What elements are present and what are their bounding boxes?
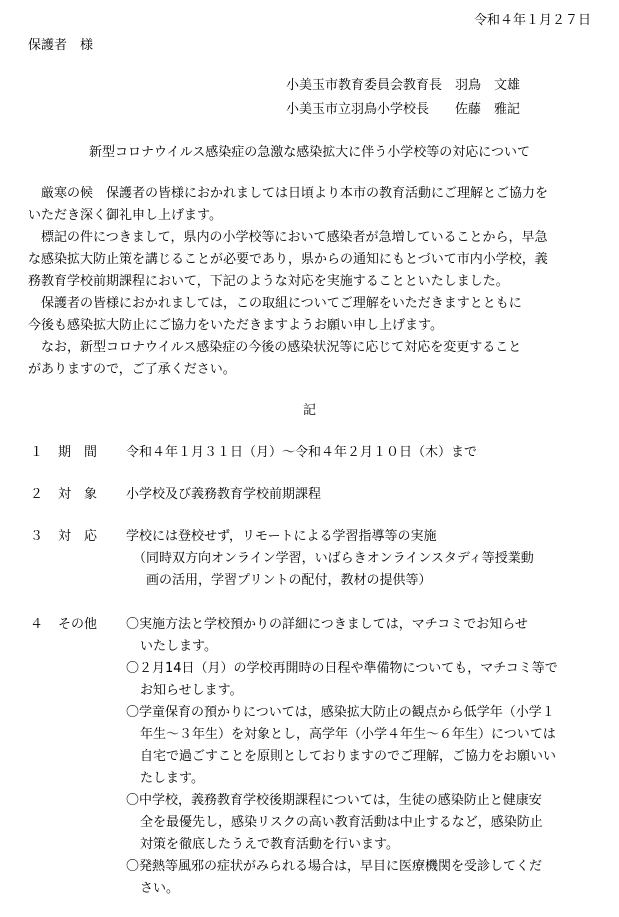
bullet-line: 〇２月14日（月）の学校再開時の日程や準備物についても，マチコミ等で <box>126 661 558 676</box>
paragraph-line: 保護者の皆様におかれましては，この取組についてご理解をいただきますとともに <box>28 296 522 311</box>
paragraph-line: なお，新型コロナウイルス感染症の今後の感染状況等に応じて対応を変更すること <box>28 340 522 355</box>
bullet-line: 全を最優先し，感染リスクの高い教育活動は中止するなど，感染防止 <box>140 815 543 830</box>
bullet-line: たします。 <box>140 771 204 786</box>
sender-education-superintendent: 小美玉市教育委員会教育長 羽鳥 文雄 <box>286 78 521 93</box>
bullet-line: 〇学童保育の預かりについては，感染拡大防止の観点から低学年（小学１ <box>126 705 555 720</box>
item-number: １ <box>30 445 44 460</box>
paragraph-line: 標記の件につきまして，県内の小学校等において感染者が急増していることから，早急 <box>28 230 548 245</box>
bullet-line: 〇発熱等風邪の症状がみられる場合は，早目に医療機関を受診してくだ <box>126 859 543 874</box>
sender-school-principal: 小美玉市立羽鳥小学校長 佐藤 雅記 <box>286 102 521 117</box>
paragraph-line: な感染拡大防止策を講じることが必要であり，県からの通知にもとづいて市内小学校，義 <box>28 252 548 267</box>
paragraph-line: 今後も感染拡大防止にご協力をいただきますようお願い申し上げます。 <box>28 318 443 333</box>
document-title: 新型コロナウイルス感染症の急激な感染拡大に伴う小学校等の対応について <box>89 145 530 160</box>
item-text: 学校には登校せず，リモートによる学習指導等の実施 <box>126 529 437 544</box>
paragraph-line: 務教育学校前期課程において，下記のような対応を実施することといたしました。 <box>28 274 509 289</box>
ki-heading: 記 <box>302 403 316 418</box>
document-date: 令和４年１月２７日 <box>473 13 591 28</box>
item-label: その他 <box>58 617 98 632</box>
bullet-line: 対策を徹底したうえで教育活動を行います。 <box>140 837 399 852</box>
bullet-line: 自宅で過ごすことを原則としておりますのでご理解，ご協力をお願いい <box>140 749 557 764</box>
item-label: 対 応 <box>58 529 98 544</box>
paragraph-line: 厳寒の候 保護者の皆様におかれましては日頃より本市の教育活動にご理解とご協力を <box>28 186 549 201</box>
bullet-line: 〇中学校，義務教育学校後期課程については，生徒の感染防止と健康安 <box>126 793 542 808</box>
item-label: 対 象 <box>58 487 98 502</box>
paragraph-line: がありますので，ご了承ください。 <box>28 362 236 377</box>
bullet-line: さい。 <box>140 881 180 896</box>
item-text: 令和４年１月３１日（月）～令和４年２月１０日（木）まで <box>126 445 478 460</box>
item-label: 期 間 <box>58 445 98 460</box>
bullet-line: お知らせします。 <box>140 683 243 698</box>
item-subtext: 画の活用，学習プリントの配付，教材の提供等） <box>146 573 432 588</box>
item-number: ３ <box>30 529 44 544</box>
bullet-line: いたします。 <box>140 639 217 654</box>
item-text: 小学校及び義務教育学校前期課程 <box>126 487 322 502</box>
bullet-line: 年生～３年生）を対象とし，高学年（小学４年生～６年生）については <box>140 727 556 742</box>
item-number: ４ <box>30 617 44 632</box>
addressee: 保護者 様 <box>28 38 94 53</box>
item-number: ２ <box>30 487 44 502</box>
paragraph-line: いただき深く御礼申し上げます。 <box>28 208 222 223</box>
item-subtext: （同時双方向オンライン学習，いばらきオンラインスタディ等授業動 <box>133 551 534 566</box>
bullet-line: 〇実施方法と学校預かりの詳細につきましては，マチコミでお知らせ <box>126 617 528 632</box>
